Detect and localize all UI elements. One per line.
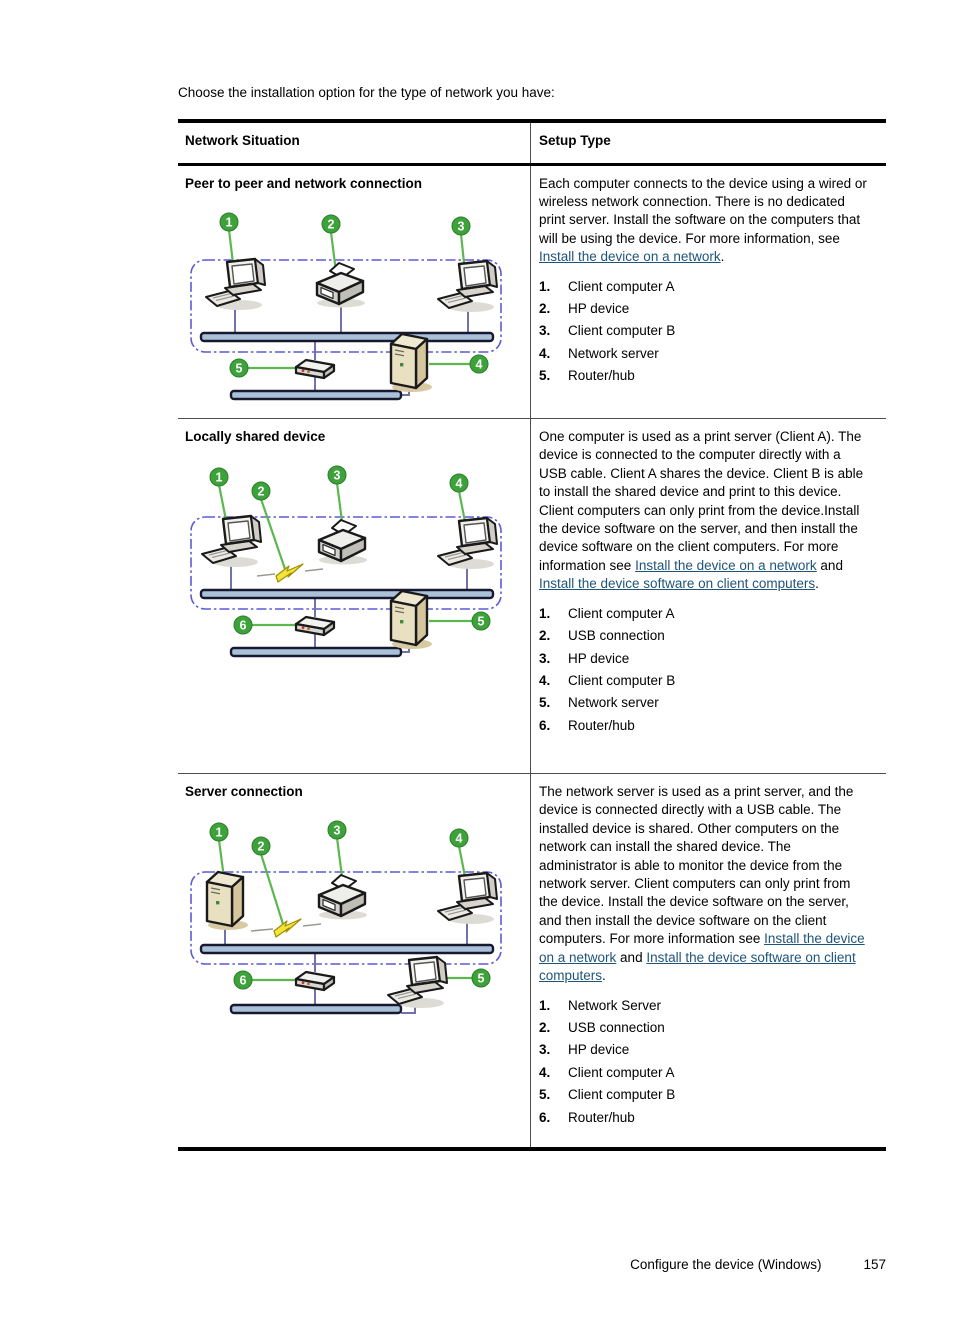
svg-text:4: 4	[455, 476, 463, 491]
hp-device-printer-icon	[319, 875, 367, 920]
legend-list	[539, 605, 872, 735]
item-label: Client computer A	[568, 605, 675, 621]
setup-description	[539, 783, 872, 985]
situation-cell	[178, 419, 531, 773]
setup-cell	[531, 774, 886, 1147]
setup-text-end: .	[602, 968, 606, 984]
svg-text:5: 5	[477, 971, 485, 986]
link-install-software-client-computers[interactable]: Install the device software on client computers	[539, 576, 816, 592]
situation-cell	[178, 774, 531, 1147]
item-label: Network Server	[568, 997, 662, 1013]
page-footer	[630, 1257, 886, 1272]
network-server-icon	[391, 591, 432, 649]
list-item	[539, 605, 872, 623]
network-server-icon	[207, 872, 248, 930]
col-header-network-situation: Network Situation	[178, 123, 531, 162]
table-row-server-connection	[178, 773, 886, 1147]
list-item	[539, 1064, 872, 1082]
item-label: Client computer B	[568, 672, 676, 688]
callout-badge-4	[450, 829, 468, 847]
callout-badge-3	[328, 821, 346, 839]
list-item	[539, 694, 872, 712]
list-item	[539, 1041, 872, 1059]
locally-shared-device-diagram	[185, 461, 507, 667]
item-number: 4.	[539, 672, 551, 688]
svg-text:1: 1	[225, 215, 233, 230]
callout-badge-5	[472, 612, 490, 630]
table-row-peer-to-peer	[178, 166, 886, 418]
item-number: 3.	[539, 650, 551, 666]
setup-cell	[531, 419, 886, 773]
lower-network-bus-bar	[231, 1005, 401, 1013]
svg-text:4: 4	[475, 357, 483, 372]
situation-title: Locally shared device	[185, 429, 326, 445]
network-setup-table	[178, 119, 886, 1151]
client-computer-b-icon	[438, 261, 497, 312]
item-number: 6.	[539, 1109, 551, 1125]
item-number: 3.	[539, 1042, 551, 1058]
item-number: 1.	[539, 997, 551, 1013]
peer-to-peer-network-diagram	[185, 208, 507, 406]
item-number: 2.	[539, 1019, 551, 1035]
item-number: 5.	[539, 695, 551, 711]
legend-list	[539, 997, 872, 1127]
item-number: 4.	[539, 345, 551, 361]
list-item	[539, 627, 872, 645]
list-item	[539, 1086, 872, 1104]
footer-page-number: 157	[863, 1257, 886, 1272]
lower-network-bus-bar	[231, 391, 401, 399]
item-number: 2.	[539, 301, 551, 317]
hp-device-printer-icon	[319, 520, 367, 565]
item-label: Client computer B	[568, 1087, 676, 1103]
item-number: 5.	[539, 1087, 551, 1103]
situation-title: Server connection	[185, 784, 303, 800]
link-install-device-on-network[interactable]: Install the device on a network	[635, 557, 817, 573]
page-content	[178, 84, 886, 1151]
callout-badge-2	[252, 837, 270, 855]
svg-text:3: 3	[333, 823, 341, 838]
network-server-icon	[391, 334, 432, 392]
list-item	[539, 322, 872, 340]
item-label: Client computer A	[568, 1064, 675, 1080]
hp-device-printer-icon	[317, 263, 365, 308]
link-install-software-client-computers[interactable]: Install the device software on client computers	[539, 949, 856, 984]
intro-text: Choose the installation option for the type of network you have:	[178, 85, 555, 100]
svg-text:2: 2	[257, 839, 265, 854]
setup-text: The network server is used as a print server, and the device is connected directly with a USB cable. The installed device is shared. Other computers on the network can install the shared device. The administrator is able to monitor the device from the network server. Client computers can only print from the device. Install the device software on the server, and then install the device software on the client computers. For more information see	[539, 784, 854, 947]
network-bus-bar	[201, 945, 493, 953]
callout-badge-1	[220, 213, 238, 231]
item-number: 1.	[539, 605, 551, 621]
callout-badge-5	[472, 969, 490, 987]
network-bus-bar	[201, 590, 493, 598]
router-hub-icon	[296, 360, 334, 378]
callout-badge-6	[234, 971, 252, 989]
svg-text:6: 6	[239, 618, 247, 633]
svg-text:1: 1	[215, 470, 223, 485]
network-bus-bar	[201, 333, 493, 341]
item-number: 2.	[539, 628, 551, 644]
item-label: Router/hub	[568, 717, 635, 733]
client-computer-a-icon	[438, 873, 497, 924]
item-label: Client computer B	[568, 323, 676, 339]
setup-cell	[531, 166, 886, 418]
list-item	[539, 367, 872, 385]
lower-network-bus-bar	[231, 648, 401, 656]
list-item	[539, 1109, 872, 1127]
setup-text: One computer is used as a print server (Client A). The device is connected to the computer directly with a USB cable. Client A shares the device. Client B is able to install the shared device and print to this device. Client computers can only print from the device.Install the device software on the server, and then install the device software on the client computers. For more information see	[539, 429, 864, 573]
callout-badge-3	[328, 466, 346, 484]
list-item	[539, 717, 872, 735]
callout-badge-4	[450, 474, 468, 492]
svg-text:4: 4	[455, 831, 463, 846]
client-computer-a-icon	[206, 259, 265, 310]
item-number: 3.	[539, 323, 551, 339]
item-label: Client computer A	[568, 278, 675, 294]
callout-badge-5	[230, 359, 248, 377]
situation-title: Peer to peer and network connection	[185, 175, 423, 191]
list-item	[539, 672, 872, 690]
svg-text:2: 2	[327, 217, 335, 232]
setup-text-end: .	[815, 576, 819, 592]
item-number: 1.	[539, 278, 551, 294]
svg-text:3: 3	[333, 468, 341, 483]
svg-text:3: 3	[457, 219, 465, 234]
usb-connection-bolt-icon	[274, 919, 301, 937]
item-label: Network server	[568, 345, 659, 361]
item-label: Router/hub	[568, 368, 635, 384]
setup-text: Each computer connects to the device using a wired or wireless network connection. There is no dedicated print server. Install the software on the computers that will be using the device. For more information, see	[539, 175, 867, 246]
client-computer-b-icon	[388, 957, 447, 1008]
item-label: HP device	[568, 1042, 630, 1058]
legend-list	[539, 278, 872, 386]
table-header-row	[178, 123, 886, 165]
list-item	[539, 997, 872, 1015]
router-hub-icon	[296, 617, 334, 635]
list-item	[539, 650, 872, 668]
setup-text-end: .	[720, 249, 725, 265]
callout-badge-4	[470, 355, 488, 373]
router-hub-icon	[296, 972, 334, 990]
item-label: USB connection	[568, 1019, 665, 1035]
situation-cell	[178, 166, 531, 418]
item-label: USB connection	[568, 628, 665, 644]
item-label: Router/hub	[568, 1109, 635, 1125]
client-computer-b-icon	[438, 518, 497, 569]
callout-badge-1	[210, 468, 228, 486]
svg-text:6: 6	[239, 973, 247, 988]
item-number: 4.	[539, 1064, 551, 1080]
footer-section-title: Configure the device (Windows)	[630, 1257, 822, 1272]
setup-text-mid: and	[816, 557, 843, 573]
list-item	[539, 300, 872, 318]
usb-connection-bolt-icon	[276, 564, 303, 582]
link-install-device-on-network[interactable]: Install the device on a network	[539, 931, 865, 965]
list-item	[539, 278, 872, 296]
setup-text-mid: and	[616, 949, 647, 965]
list-item	[539, 345, 872, 363]
item-label: HP device	[568, 650, 630, 666]
setup-description	[539, 428, 872, 594]
item-label: HP device	[568, 301, 630, 317]
table-row-locally-shared	[178, 418, 886, 773]
item-number: 5.	[539, 368, 551, 384]
svg-text:2: 2	[257, 484, 265, 499]
col-header-setup-type: Setup Type	[539, 133, 611, 149]
item-number: 6.	[539, 717, 551, 733]
callout-badge-1	[210, 823, 228, 841]
callout-badge-3	[452, 217, 470, 235]
server-connection-diagram	[185, 816, 507, 1022]
svg-text:5: 5	[235, 361, 243, 376]
list-item	[539, 1019, 872, 1037]
item-label: Network server	[568, 695, 659, 711]
svg-text:5: 5	[477, 614, 485, 629]
svg-text:1: 1	[215, 825, 223, 840]
callout-badge-2	[252, 482, 270, 500]
client-computer-a-icon	[202, 516, 261, 567]
link-install-device-on-network[interactable]: Install the device on a network	[539, 249, 721, 265]
setup-description	[539, 175, 872, 267]
callout-badge-6	[234, 616, 252, 634]
callout-badge-2	[322, 215, 340, 233]
